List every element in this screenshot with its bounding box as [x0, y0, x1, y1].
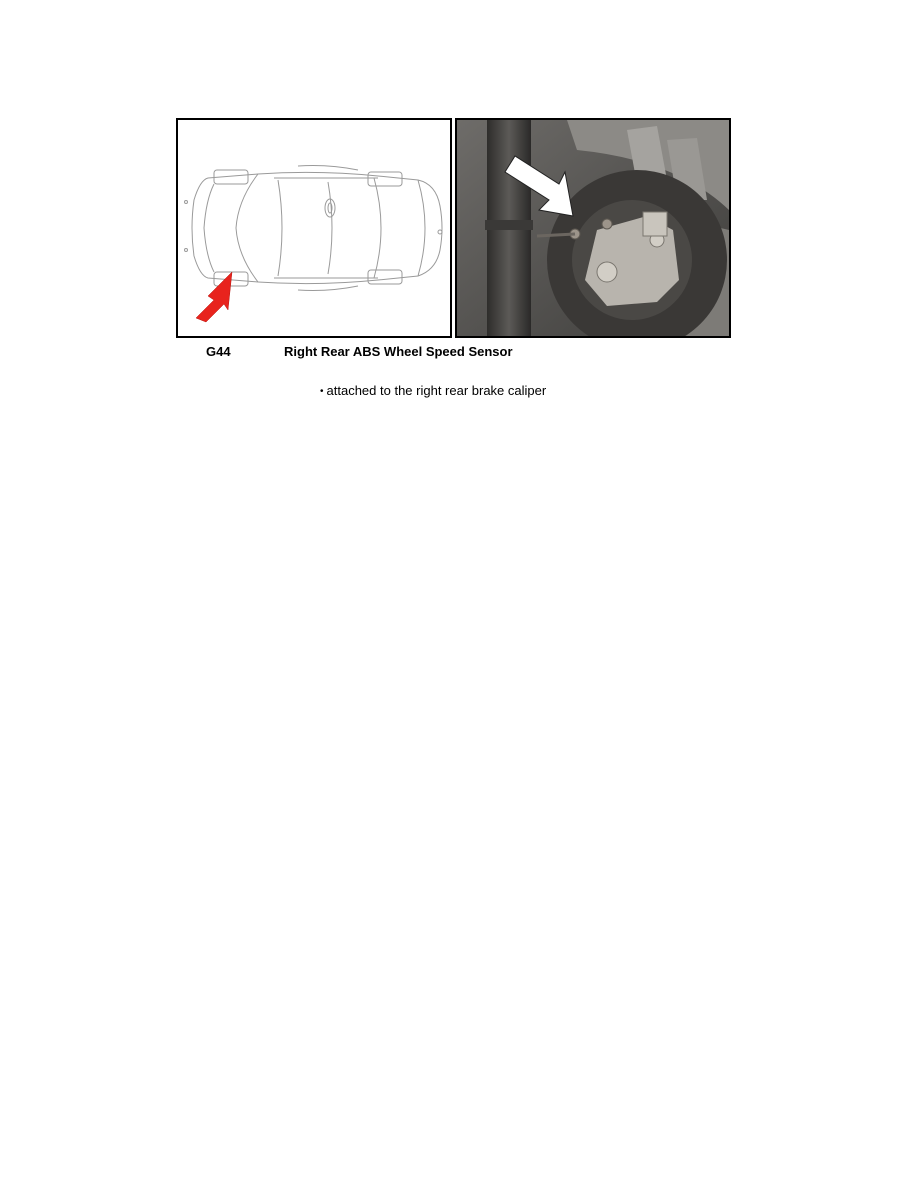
note-list-item	[320, 383, 546, 398]
note-text: attached to the right rear brake caliper	[326, 383, 547, 398]
vehicle-location-diagram	[176, 118, 452, 338]
component-photo	[455, 118, 731, 338]
vehicle-top-view-icon	[178, 120, 450, 336]
component-code: G44	[206, 344, 231, 359]
brake-caliper-photo	[457, 120, 729, 336]
component-title: Right Rear ABS Wheel Speed Sensor	[284, 344, 513, 359]
bullet-icon: •	[320, 386, 324, 397]
